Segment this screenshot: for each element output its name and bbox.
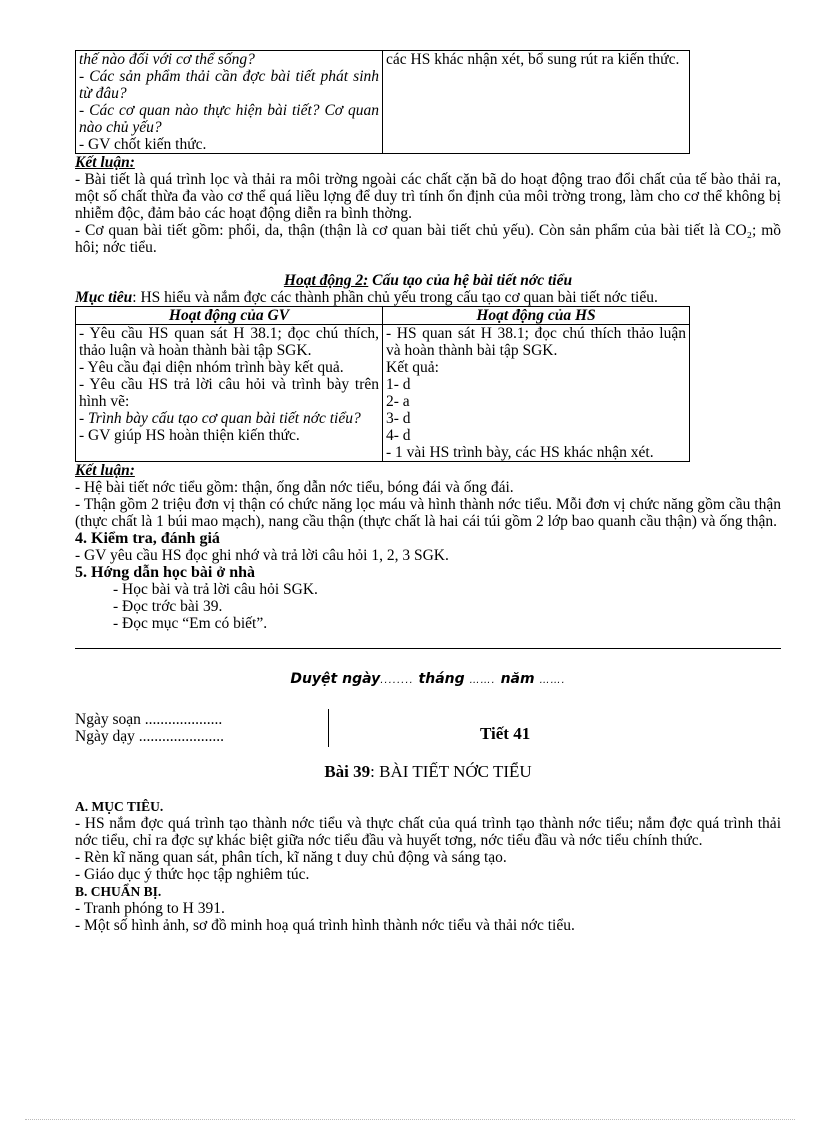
document-page — [75, 50, 781, 934]
objective — [75, 289, 781, 306]
approval-dots: ........ — [380, 675, 414, 686]
table-text: - Yêu cầu HS trả lời câu hỏi và trình bày trên hình vẽ: — [79, 376, 379, 410]
footer-dotted-line — [25, 1119, 795, 1120]
paragraph: - Hệ bài tiết nớc tiểu gồm: thận, ống dẫn nớc tiểu, bóng đái và ống đái. — [75, 479, 514, 496]
conclusion-heading: Kết luận: — [75, 462, 135, 479]
divider — [75, 648, 781, 649]
header-gv: Hoạt động của GV — [76, 307, 383, 325]
table-text: thế nào đối với cơ thể sống? — [79, 51, 255, 68]
table-text: Kết quả: — [386, 359, 439, 376]
table-text: - Các sản phẩm thải cần đợc bài tiết phát sinh từ đâu? — [79, 68, 379, 102]
approval-year: năm — [495, 671, 540, 687]
list-item: - Đọc trớc bài 39. — [113, 598, 223, 615]
table-text: 4- d — [386, 427, 411, 444]
header-hs: Hoạt động của HS — [383, 307, 690, 325]
activity2-title: Cấu tạo của hệ bài tiết nớc tiểu — [368, 272, 573, 289]
activity2-label: Hoạt động 2: — [283, 272, 369, 289]
table-text: - Trình bày cấu tạo cơ quan bài tiết nớc tiểu? — [79, 410, 361, 427]
sectionA-title: A. MỤC TIÊU. — [75, 799, 164, 814]
paragraph: - GV yêu cầu HS đọc ghi nhớ và trả lời câu hỏi 1, 2, 3 SGK. — [75, 547, 449, 564]
activity1-table — [75, 50, 690, 154]
approval-line — [75, 671, 781, 689]
approval-month: tháng — [413, 671, 470, 687]
conclusion-heading: Kết luận: — [75, 154, 135, 171]
vertical-divider — [328, 709, 329, 747]
paragraph: - Bài tiết là quá trình lọc và thải ra môi trờng ngoài các chất cặn bã do hoạt động trao đổi chất của tế bào thải ra, một số chất thừa đa vào cơ thể quá liều lợng để duy trì tính ổn định của môi trờng trong, làm cho cơ thể không bị nhiễm độc, đảm bảo các hoạt động diễn ra bình thờng. — [75, 171, 781, 222]
lesson-number: Bài 39 — [324, 762, 371, 781]
list-item: - Một số hình ảnh, sơ đồ minh hoạ quá trình hình thành nớc tiểu và thải nớc tiểu. — [75, 917, 575, 934]
table-text: 1- d — [386, 376, 411, 393]
table-cell-gv — [76, 51, 383, 154]
lesson-info — [75, 711, 781, 757]
approval-label: Duyệt ngày — [290, 671, 381, 687]
table-text: 2- a — [386, 393, 410, 410]
teach-date: Ngày dạy ...................... — [75, 728, 224, 745]
table-text: các HS khác nhận xét, bổ sung rút ra kiến thức. — [386, 51, 680, 68]
table-row — [76, 325, 690, 462]
objective-label: Mục tiêu — [75, 289, 133, 306]
prep-date: Ngày soạn .................... — [75, 711, 223, 728]
table-cell-hs — [383, 325, 690, 462]
sectionB-title: B. CHUẨN BỊ. — [75, 884, 162, 899]
dates-block — [75, 711, 224, 745]
list-item: - Rèn kĩ năng quan sát, phân tích, kĩ năng t duy chủ động và sáng tạo. — [75, 849, 507, 866]
table-text: - HS quan sát H 38.1; đọc chú thích thảo luận và hoàn thành bài tập SGK. — [386, 325, 686, 359]
lesson-title — [75, 763, 781, 780]
activity2-heading — [75, 272, 781, 289]
lesson-name: : BÀI TIẾT NỚC TIỂU — [370, 762, 532, 781]
period-number: Tiết 41 — [480, 724, 531, 743]
approval-dots: ……. — [539, 675, 566, 686]
paragraph: - Cơ quan bài tiết gồm: phổi, da, thận (thận là cơ quan bài tiết chủ yếu). Còn sản phẩm của bài tiết là CO₂; mồ hôi; nớc tiểu. — [75, 222, 781, 256]
table-text: - GV chốt kiến thức. — [79, 136, 207, 153]
activity2-table — [75, 306, 690, 462]
section4-title: 4. Kiểm tra, đánh giá — [75, 530, 220, 547]
paragraph: - Thận gồm 2 triệu đơn vị thận có chức năng lọc máu và hình thành nớc tiểu. Mỗi đơn vị chức năng gồm cầu thận (thực chất là 1 búi mao mạch), nang cầu thận (thực chất là hai cái túi gồm 2 lớp bao quanh cầu thận) và ống thận. — [75, 496, 781, 530]
approval-dots: ……. — [469, 675, 496, 686]
table-text: 3- d — [386, 410, 411, 427]
section5-title: 5. Hớng dẫn học bài ở nhà — [75, 564, 255, 581]
list-item: - Đọc mục “Em có biết”. — [113, 615, 268, 632]
table-header-row — [76, 307, 690, 325]
table-text: - Yêu cầu đại diện nhóm trình bày kết quả. — [79, 359, 344, 376]
table-row — [76, 51, 690, 154]
list-item: - Học bài và trả lời câu hỏi SGK. — [113, 581, 318, 598]
list-item: - Giáo dục ý thức học tập nghiêm túc. — [75, 866, 310, 883]
table-text: - Các cơ quan nào thực hiện bài tiết? Cơ quan nào chủ yếu? — [79, 102, 379, 136]
table-text: - GV giúp HS hoàn thiện kiến thức. — [79, 427, 300, 444]
table-text: - 1 vài HS trình bày, các HS khác nhận xét. — [386, 444, 654, 461]
table-cell-hs — [383, 51, 690, 154]
objective-text: : HS hiểu và nắm đợc các thành phần chủ yếu trong cấu tạo cơ quan bài tiết nớc tiểu. — [132, 289, 658, 306]
list-item: - HS nắm đợc quá trình tạo thành nớc tiểu và thực chất của quá trình tạo thành nớc tiểu; nắm đợc quá trình thải nớc tiểu, chỉ ra đợc sự khác biệt giữa nớc tiểu đầu và huyết tơng, nớc tiểu đầu và nớc tiểu chính thức. — [75, 815, 781, 849]
table-cell-gv — [76, 325, 383, 462]
table-text: - Yêu cầu HS quan sát H 38.1; đọc chú thích, thảo luận và hoàn thành bài tập SGK. — [79, 325, 379, 359]
list-item: - Tranh phóng to H 391. — [75, 900, 225, 917]
